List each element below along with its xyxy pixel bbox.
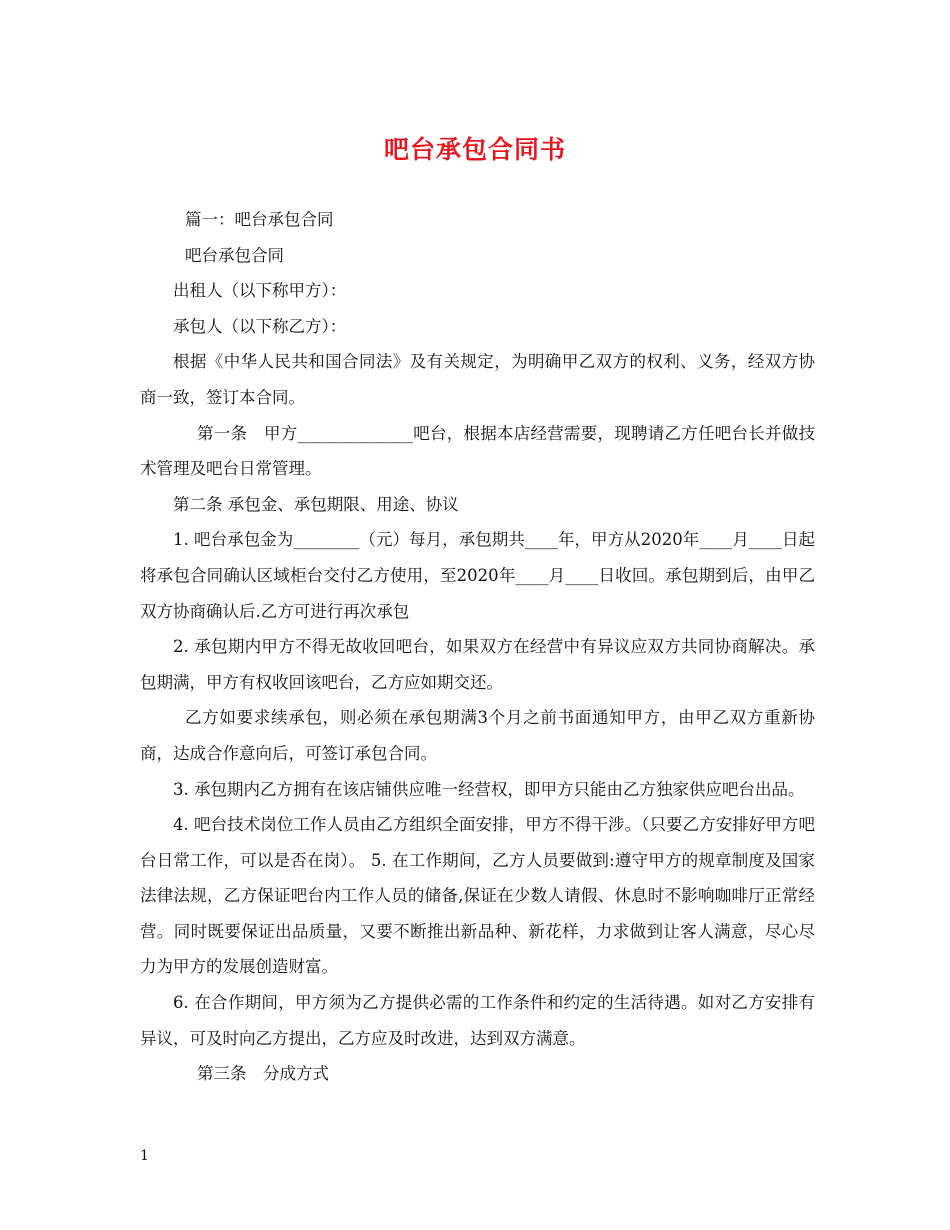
contract-name: 吧台承包合同	[185, 245, 284, 265]
clause-6-paragraph: 6. 在合作期间，甲方须为乙方提供必需的工作条件和约定的生活待遇。如对乙方安排有异议，可及时向乙方提出，乙方应及时改进，达到双方满意。	[140, 993, 815, 1048]
clause-3-paragraph: 3. 承包期内乙方拥有在该店铺供应唯一经营权，即甲方只能由乙方独家供应吧台出品。	[173, 779, 805, 799]
article-2-heading: 第二条 承包金、承包期限、用途、协议	[173, 494, 459, 514]
clause-2-paragraph: 2. 承包期内甲方不得无故收回吧台，如果双方在经营中有异议应双方共同协商解决。承包期满，甲方有权收回该吧台，乙方应如期交还。	[140, 637, 815, 692]
article-1-paragraph: 第一条 甲方______________吧台，根据本店经营需要，现聘请乙方任吧台长并做技术管理及吧台日常管理。	[140, 423, 815, 479]
contractor-line: 承包人（以下称乙方）：	[173, 316, 347, 336]
document-body	[140, 202, 815, 1092]
document-title: 吧台承包合同书	[383, 135, 566, 164]
clause-4-5-paragraph: 4. 吧台技术岗位工作人员由乙方组织全面安排，甲方不得干涉。（只要乙方安排好甲方吧台日常工作，可以是否在岗）。 5. 在工作期间，乙方人员要做到:遵守甲方的规章制度及国家法律法规，乙方保证吧台内工作人员的储备,保证在少数人请假、休息时不影响咖啡厅正常经营。同时既要保证出品质量，又要不断推出新品种、新花样，力求做到让客人满意，尽心尽力为甲方的发展创造财富。	[140, 815, 815, 977]
page-number: 1	[140, 1148, 149, 1164]
preamble-paragraph: 根据《中华人民共和国合同法》及有关规定，为明确甲乙双方的权利、义务，经双方协商一致，签订本合同。	[140, 352, 815, 407]
renewal-paragraph: 乙方如要求续承包，则必须在承包期满3个月之前书面通知甲方，由甲乙双方重新协商，达成合作意向后，可签订承包合同。	[140, 708, 815, 763]
clause-1-paragraph: 1. 吧台承包金为________（元）每月，承包期共____年，甲方从2020年____月____日起将承包合同确认区域柜台交付乙方使用，至2020年____月____日收回。承包期到后，由甲乙双方协商确认后.乙方可进行再次承包	[140, 530, 815, 621]
lessor-line: 出租人（以下称甲方）：	[173, 281, 347, 301]
article-3-heading: 第三条 分成方式	[197, 1064, 329, 1084]
section-heading: 篇一：吧台承包合同	[185, 210, 334, 229]
